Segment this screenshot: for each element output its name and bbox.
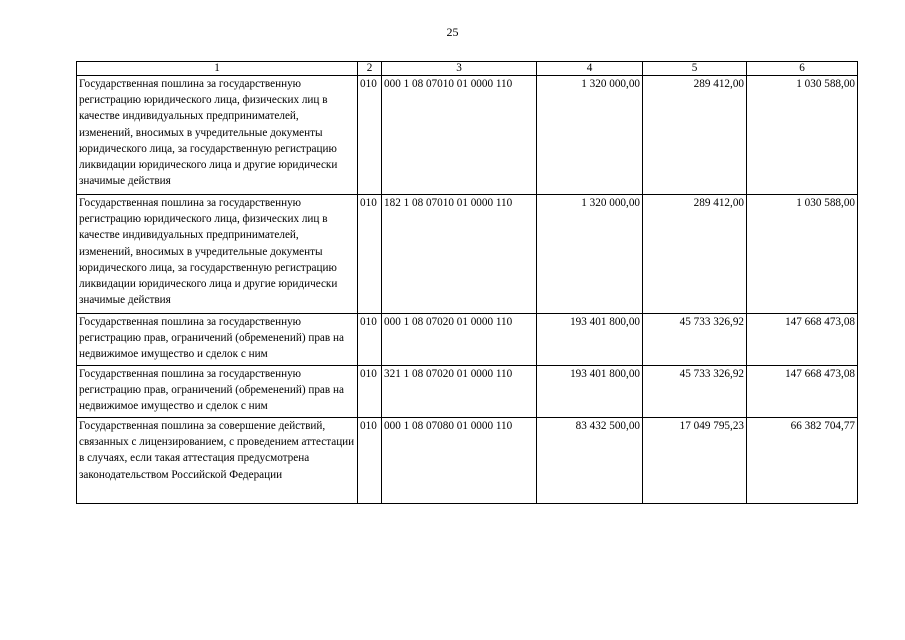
row-executed: 17 049 795,23: [643, 418, 747, 504]
column-header-3: 3: [382, 62, 537, 76]
row-name: Государственная пошлина за совершение действий, связанных с лицензированием, с проведением аттестации в случаях, если такая аттестация предусмотрена законодательством Российской Федерации: [77, 418, 358, 504]
row-executed: 289 412,00: [643, 76, 747, 195]
row-code: 010: [358, 366, 382, 418]
row-code: 010: [358, 314, 382, 366]
column-header-4: 4: [537, 62, 643, 76]
column-header-6: 6: [747, 62, 858, 76]
table-row: [77, 76, 858, 195]
table-row: [77, 195, 858, 314]
row-executed: 45 733 326,92: [643, 366, 747, 418]
row-code: 010: [358, 195, 382, 314]
row-name: Государственная пошлина за государственную регистрацию прав, ограничений (обременений) прав на недвижимое имущество и сделок с ним: [77, 366, 358, 418]
row-approved: 193 401 800,00: [537, 366, 643, 418]
row-remaining: 1 030 588,00: [747, 76, 858, 195]
row-kbk: 321 1 08 07020 01 0000 110: [382, 366, 537, 418]
row-kbk: 182 1 08 07010 01 0000 110: [382, 195, 537, 314]
budget-table: [76, 61, 858, 504]
row-kbk: 000 1 08 07010 01 0000 110: [382, 76, 537, 195]
row-approved: 193 401 800,00: [537, 314, 643, 366]
row-approved: 1 320 000,00: [537, 76, 643, 195]
row-remaining: 147 668 473,08: [747, 366, 858, 418]
row-remaining: 66 382 704,77: [747, 418, 858, 504]
row-kbk: 000 1 08 07020 01 0000 110: [382, 314, 537, 366]
column-header-1: 1: [77, 62, 358, 76]
column-header-2: 2: [358, 62, 382, 76]
row-code: 010: [358, 418, 382, 504]
row-code: 010: [358, 76, 382, 195]
page-number: 25: [446, 25, 459, 39]
row-kbk: 000 1 08 07080 01 0000 110: [382, 418, 537, 504]
table-row: [77, 314, 858, 366]
header-row: [77, 62, 858, 76]
row-approved: 1 320 000,00: [537, 195, 643, 314]
table-row: [77, 366, 858, 418]
row-name: Государственная пошлина за государственную регистрацию прав, ограничений (обременений) прав на недвижимое имущество и сделок с ним: [77, 314, 358, 366]
row-remaining: 1 030 588,00: [747, 195, 858, 314]
table-row: [77, 418, 858, 504]
row-name: Государственная пошлина за государственную регистрацию юридического лица, физических лиц в качестве индивидуальных предпринимателей, изменений, вносимых в учредительные документы юридического лица, за государственную регистрацию ликвидации юридического лица и другие юридически значимые действия: [77, 195, 358, 314]
row-remaining: 147 668 473,08: [747, 314, 858, 366]
row-executed: 45 733 326,92: [643, 314, 747, 366]
row-approved: 83 432 500,00: [537, 418, 643, 504]
row-executed: 289 412,00: [643, 195, 747, 314]
row-name: Государственная пошлина за государственную регистрацию юридического лица, физических лиц в качестве индивидуальных предпринимателей, изменений, вносимых в учредительные документы юридического лица, за государственную регистрацию ликвидации юридического лица и другие юридически значимые действия: [77, 76, 358, 195]
column-header-5: 5: [643, 62, 747, 76]
